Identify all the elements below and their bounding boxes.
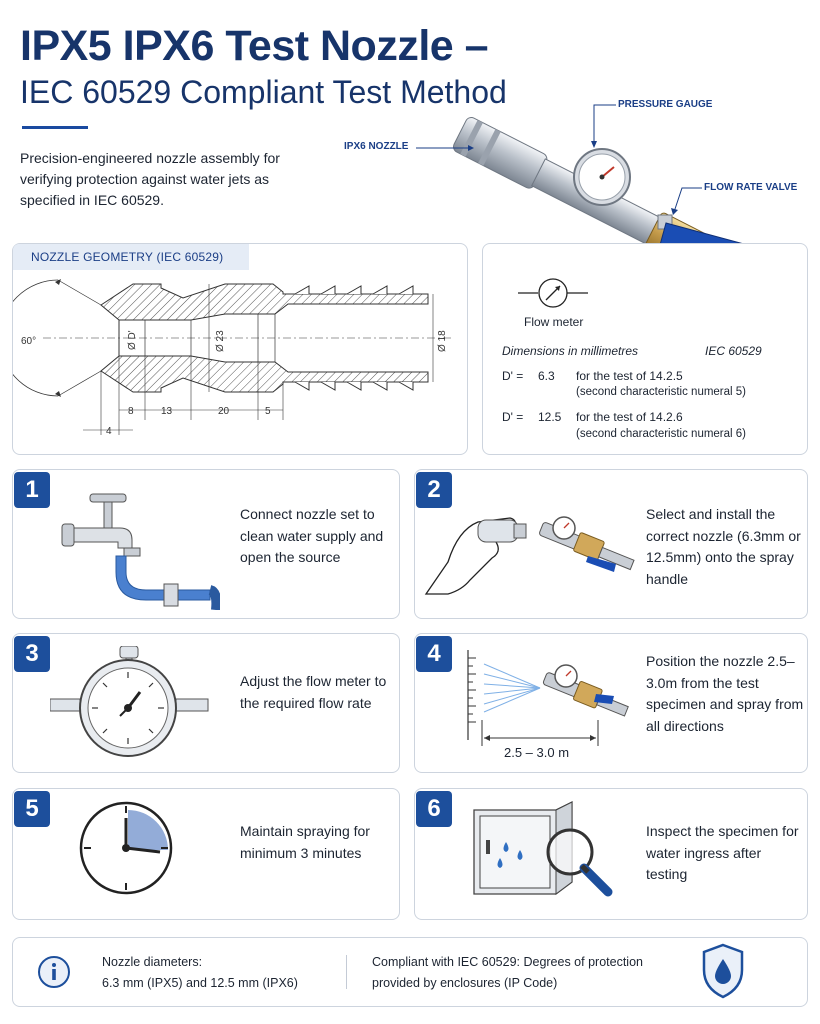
nozzle-geometry-drawing [13,270,467,454]
dimension-20: 20 [218,406,230,417]
flow-meter-symbol-icon [518,276,588,310]
footer-divider [346,955,347,989]
step-number-4: 4 [416,636,452,672]
legend-row-2-test: for the test of 14.2.6 [576,410,683,424]
nozzle-geometry-heading: NOZZLE GEOMETRY (IEC 60529) [13,244,249,270]
diameter-mid-label: Ø 23 [215,330,226,352]
dimensions-caption: Dimensions in millimetres [502,344,639,358]
callout-ipx6-nozzle: IPX6 NOZZLE [344,141,409,152]
footer-diameters-line2: 6.3 mm (IPX5) and 12.5 mm (IPX6) [102,976,298,990]
legend-row-1-value: 6.3 [538,369,555,383]
hand-nozzle-icon [418,506,640,598]
callout-arrow-valve [670,186,704,216]
step-number-1: 1 [14,472,50,508]
callout-arrow-gauge [588,103,618,149]
flow-meter-label: Flow meter [524,315,584,329]
angle-label: 60° [21,336,37,347]
callout-flow-rate-valve: FLOW RATE VALVE [704,182,798,193]
inspect-cabinet-icon [470,800,630,904]
footer-compliance-line2: provided by enclosures (IP Code) [372,976,558,990]
flow-meter-icon [50,646,210,766]
step-text-4: Position the nozzle 2.5–3.0m from the test specimen and spray from all directions [646,653,804,734]
intro-text: Precision-engineered nozzle assembly for verifying protection against water jets as specified in IEC 60529. [20,150,280,208]
page-title: IPX5 IPX6 Test Nozzle – [20,22,489,70]
dimension-5: 5 [265,406,271,417]
footer-compliance-line1: Compliant with IEC 60529: Degrees of protection [372,955,643,969]
dimension-13: 13 [161,406,173,417]
step-text-2: Select and install the correct nozzle (6.3mm or 12.5mm) onto the spray handle [646,506,801,587]
dimension-8: 8 [128,406,134,417]
distance-spray-icon [460,650,640,760]
callout-pressure-gauge: PRESSURE GAUGE [618,99,713,110]
title-underline [22,126,88,129]
legend-row-2-symbol: D' = [502,410,524,424]
step-number-6: 6 [416,791,452,827]
standard-label: IEC 60529 [705,344,762,358]
step-number-5: 5 [14,791,50,827]
legend-row-1-test: for the test of 14.2.5 [576,369,683,383]
water-shield-icon [700,942,746,1000]
step-number-2: 2 [416,472,452,508]
water-tap-icon [60,486,220,610]
legend-row-1-symbol: D' = [502,369,524,383]
page-subtitle: IEC 60529 Compliant Test Method [20,74,507,110]
dimension-4: 4 [106,426,112,437]
step-text-1: Connect nozzle set to clean water supply and open the source [240,506,384,565]
legend-row-1-note: (second characteristic numeral 5) [576,386,747,398]
legend-row-2-note: (second characteristic numeral 6) [576,428,747,440]
footer-diameters-line1: Nozzle diameters: [102,955,203,969]
step-text-3: Adjust the flow meter to the required flow rate [240,673,387,711]
step-text-5: Maintain spraying for minimum 3 minutes [240,823,370,861]
clock-icon [78,800,174,896]
legend-row-2-value: 12.5 [538,410,562,424]
diameter-inlet-label: Ø D' [127,330,138,350]
callout-arrow-nozzle [416,144,476,154]
distance-label: 2.5 – 3.0 m [504,745,570,760]
info-icon [36,954,72,990]
step-text-6: Inspect the specimen for water ingress after testing [646,823,799,882]
diameter-outlet-label: Ø 18 [437,330,448,352]
step-number-3: 3 [14,636,50,672]
